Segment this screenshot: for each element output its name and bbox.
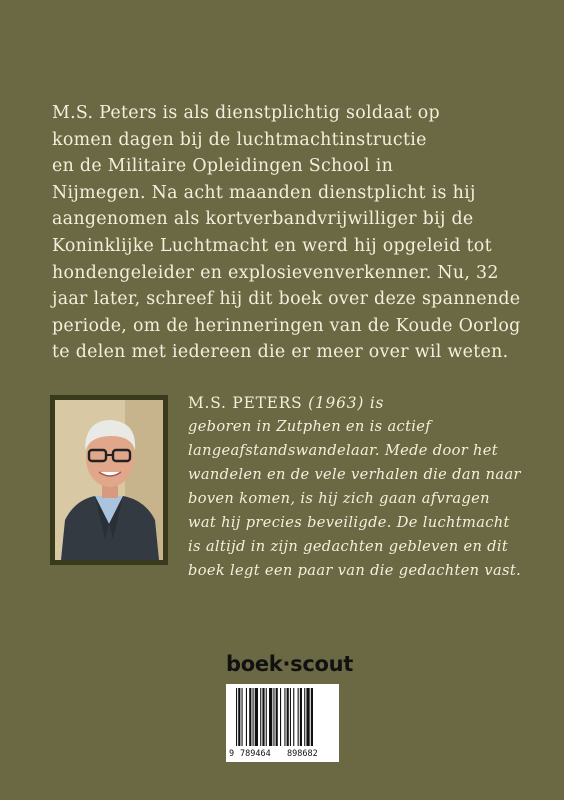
bio-line: boven komen, is hij zich gaan afvragen bbox=[188, 490, 490, 507]
blurb-line: komen dagen bij de luchtmachtinstructie bbox=[52, 129, 427, 150]
barcode-digit-prefix: 9 bbox=[229, 749, 235, 759]
blurb-line: aangenomen als kortverbandvrijwilliger bij de bbox=[52, 209, 474, 230]
blurb-line: hondengeleider en explosievenverkenner. Nu, 32 bbox=[52, 262, 499, 283]
bio-line: is altijd in zijn gedachten gebleven en dit bbox=[188, 538, 509, 555]
author-name: M.S. PETERS bbox=[188, 394, 303, 412]
publisher-logo-part2: scout bbox=[290, 652, 354, 676]
barcode-digits-right: 898682 bbox=[287, 749, 318, 759]
blurb-line: M.S. Peters is als dienstplichtig soldaat op bbox=[52, 103, 440, 123]
blurb-line: en de Militaire Opleidingen School in bbox=[52, 156, 394, 177]
barcode-digits-left: 789464 bbox=[240, 749, 271, 759]
publisher-logo-part1: boek bbox=[226, 652, 283, 676]
author-photo-frame bbox=[50, 395, 168, 565]
back-cover-blurb bbox=[52, 100, 522, 366]
isbn-barcode bbox=[226, 684, 339, 762]
bio-line: geboren in Zutphen en is actief bbox=[188, 418, 432, 435]
blurb-line: te delen met iedereen die er meer over wil weten. bbox=[52, 342, 509, 363]
author-name-suffix: is bbox=[364, 394, 385, 412]
blurb-line: Nijmegen. Na acht maanden dienstplicht is hij bbox=[52, 182, 476, 203]
bio-line: wandelen en de vele verhalen die dan naar bbox=[188, 466, 521, 483]
author-heading-line bbox=[188, 391, 538, 415]
blurb-line: jaar later, schreef hij dit boek over deze spannende bbox=[52, 289, 521, 310]
blurb-line: Koninklijke Luchtmacht en werd hij opgeleid tot bbox=[52, 235, 492, 256]
barcode-bars bbox=[226, 684, 339, 750]
bio-line: langeafstandswandelaar. Mede door het bbox=[188, 442, 498, 459]
author-year: (1963) bbox=[308, 394, 365, 412]
bio-line: boek legt een paar van die gedachten vast. bbox=[188, 562, 522, 579]
author-photo bbox=[55, 400, 163, 560]
publisher-logo bbox=[226, 652, 354, 676]
author-bio bbox=[188, 391, 538, 583]
blurb-line: periode, om de herinneringen van de Koude Oorlog bbox=[52, 315, 521, 336]
publisher-logo-dot: · bbox=[282, 652, 291, 676]
bio-line: wat hij precies beveiligde. De luchtmacht bbox=[188, 514, 510, 531]
